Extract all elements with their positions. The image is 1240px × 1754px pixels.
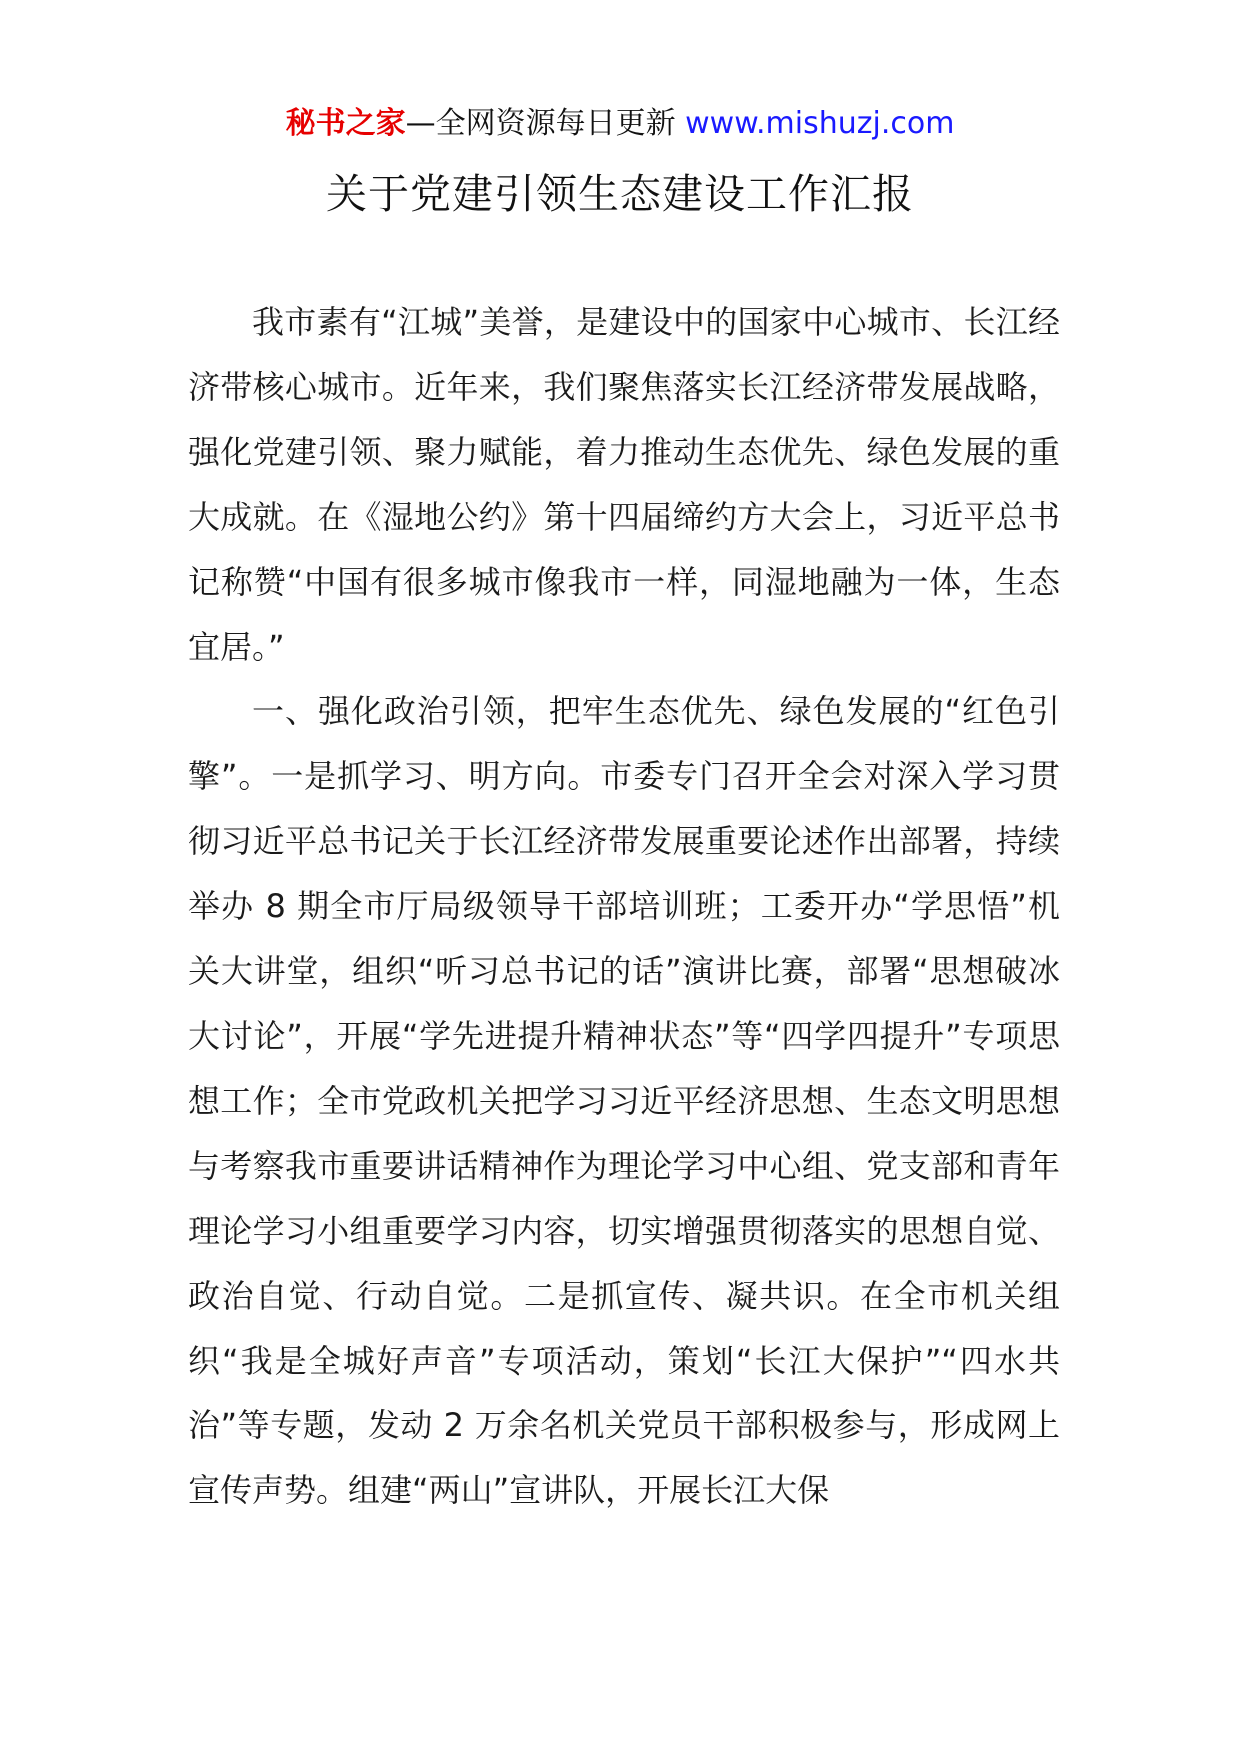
site-header-banner xyxy=(0,104,1240,144)
header-tagline: —全网资源每日更新 xyxy=(405,106,686,141)
site-url-link[interactable]: www.mishuzj.com xyxy=(685,106,955,141)
intro-paragraph: 我市素有“江城”美誉，是建设中的国家中心城市、长江经济带核心城市。近年来，我们聚焦落实长江经济带发展战略，强化党建引领、聚力赋能，着力推动生态优先、绿色发展的重大成就。在《湿地公约》第十四届缔约方大会上，习近平总书记称赞“中国有很多城市像我市一样，同湿地融为一体，生态宜居。” xyxy=(188,303,1060,666)
document-title: 关于党建引领生态建设工作汇报 xyxy=(326,170,914,218)
brand-name: 秘书之家 xyxy=(285,106,406,141)
document-body xyxy=(188,290,1060,1523)
section-one-paragraph: 一、强化政治引领，把牢生态优先、绿色发展的“红色引擎”。一是抓学习、明方向。市委专门召开全会对深入学习贯彻习近平总书记关于长江经济带发展重要论述作出部署，持续举办 8 期全市厅局级领导干部培训班；工委开办“学思悟”机关大讲堂，组织“听习总书记的话”演讲比赛，部署“思想破冰大讨论”，开展“学先进提升精神状态”等“四学四提升”专项思想工作；全市党政机关把学习习近平经济思想、生态文明思想与考察我市重要讲话精神作为理论学习中心组、党支部和青年理论学习小组重要学习内容，切实增强贯彻落实的思想自觉、政治自觉、行动自觉。二是抓宣传、凝共识。在全市机关组织“我是全城好声音”专项活动，策划“长江大保护”“四水共治”等专题，发动 2 万余名机关党员干部积极参与，形成网上宣传声势。组建“两山”宣讲队，开展长江大保 xyxy=(188,692,1060,1510)
